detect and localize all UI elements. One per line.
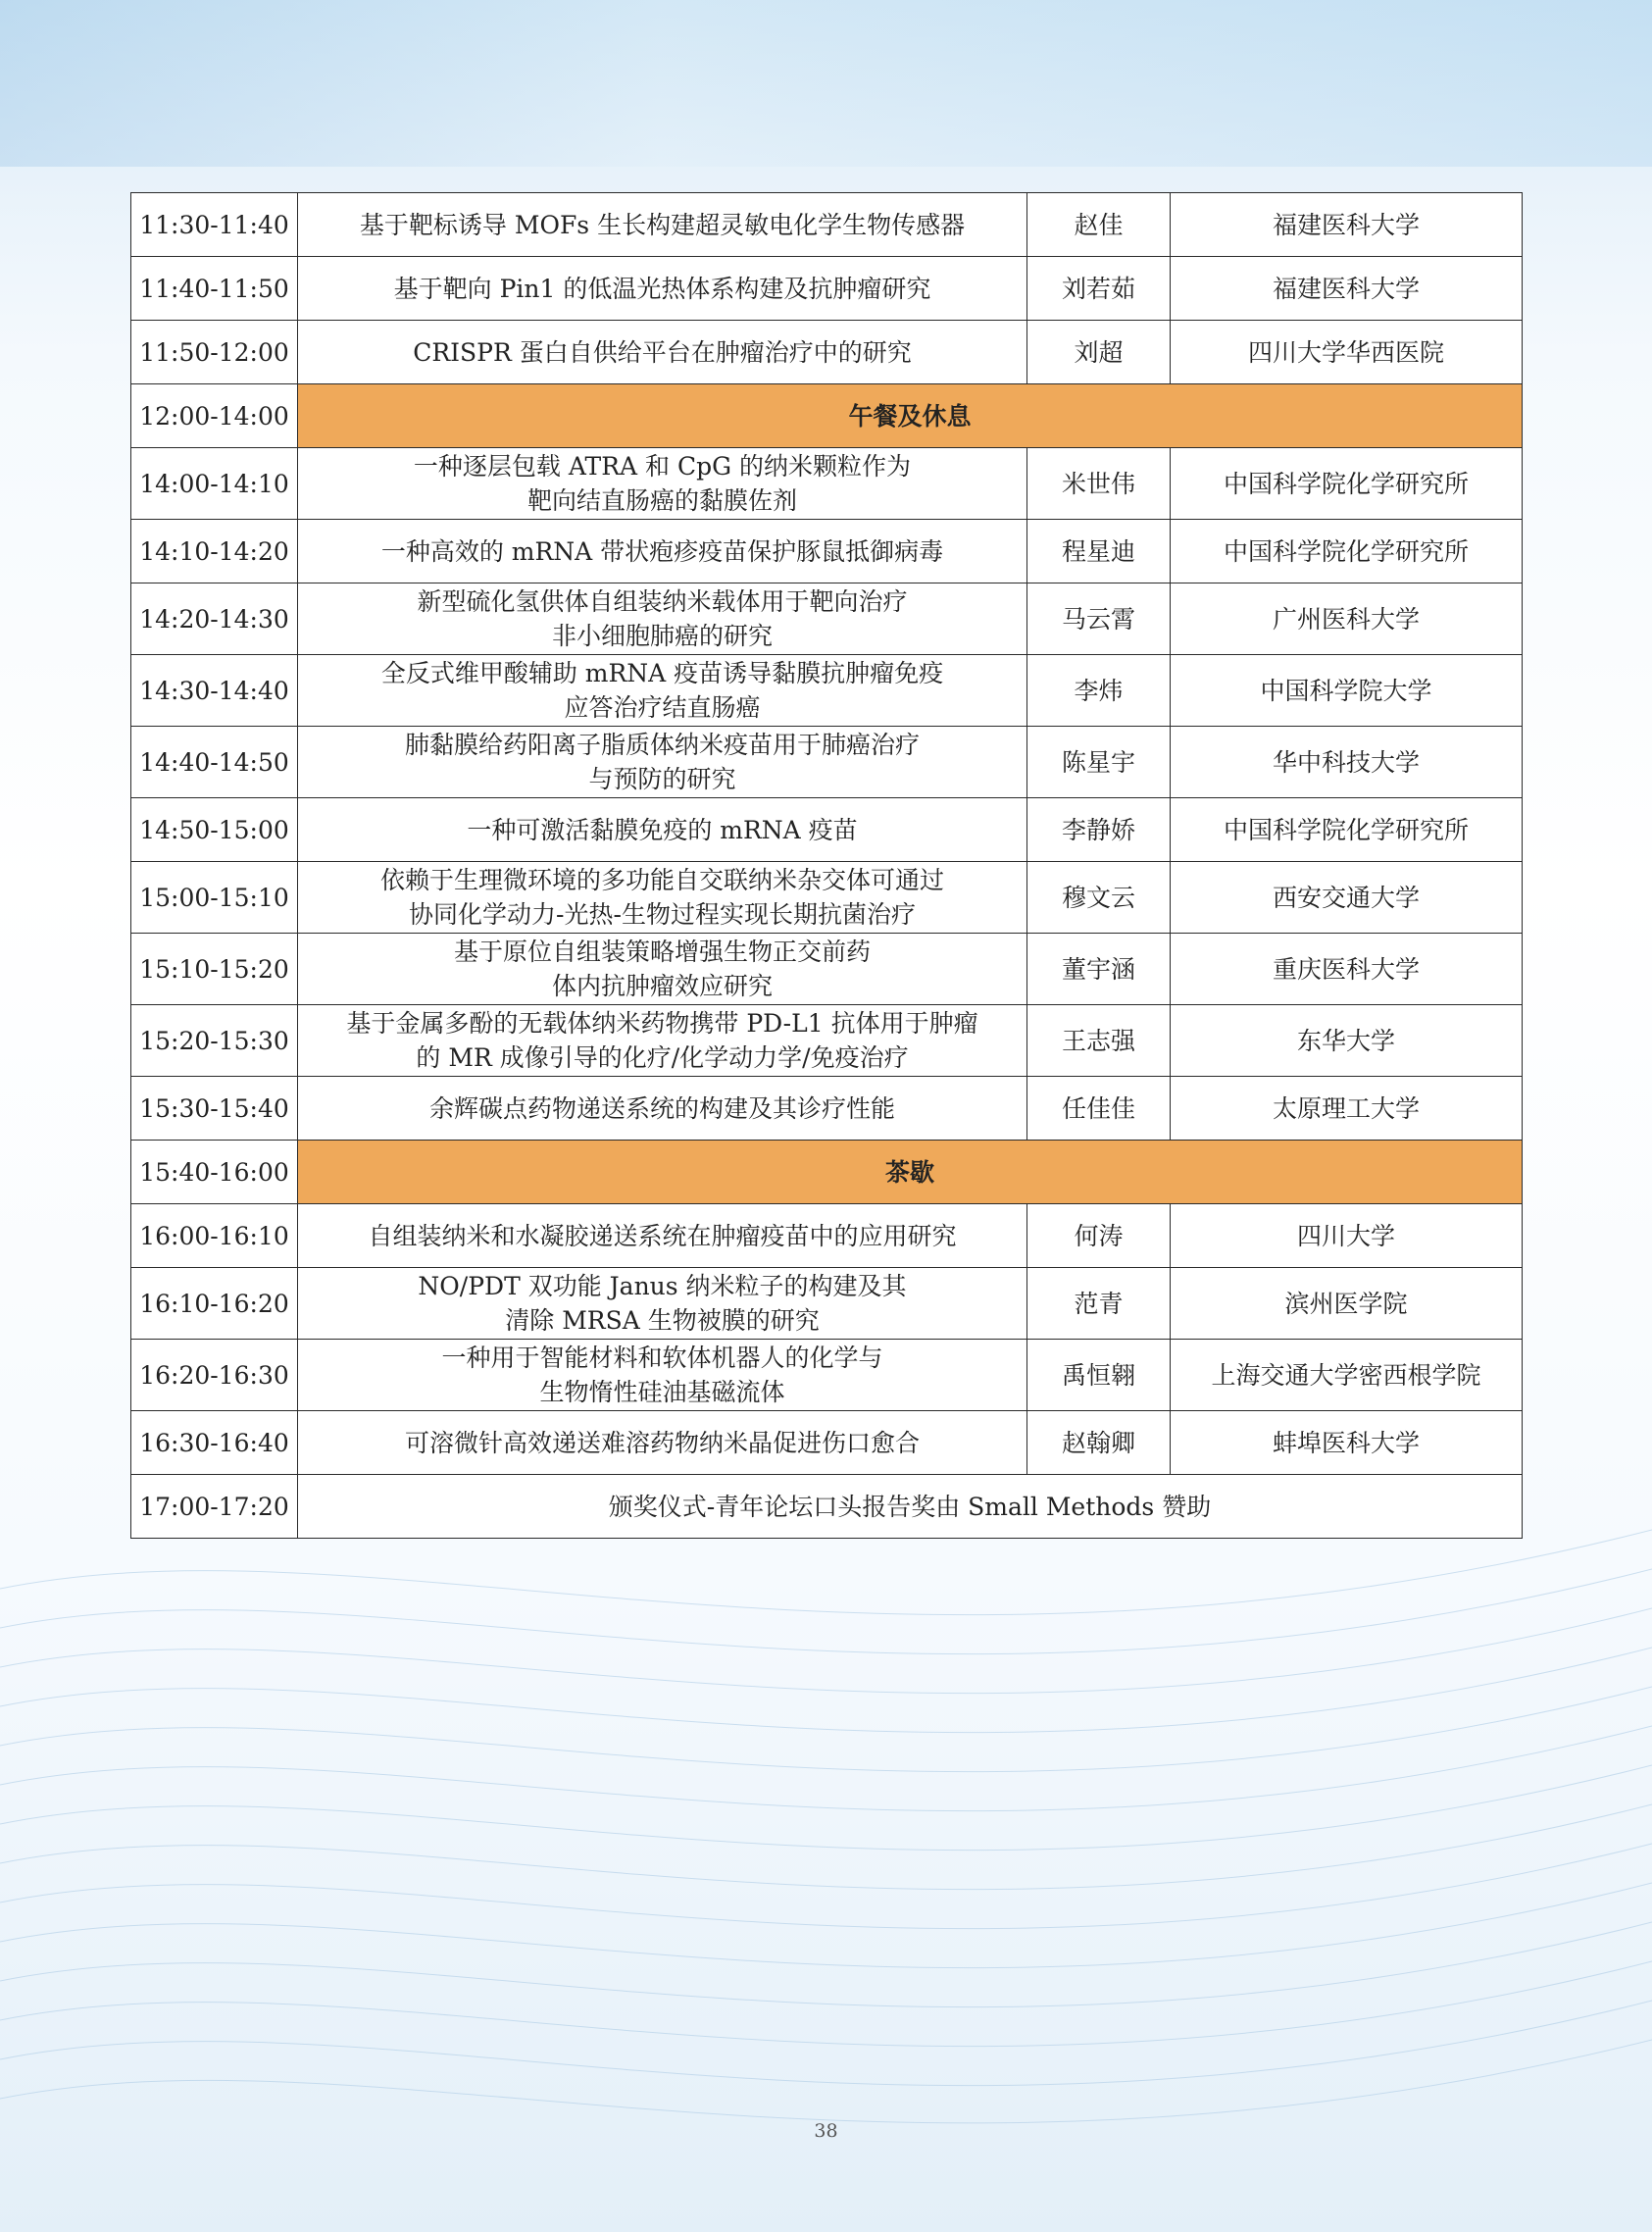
break-row [131,384,1523,448]
affiliation-cell: 西安交通大学 [1171,862,1523,934]
speaker-cell: 禹恒翱 [1027,1340,1171,1411]
time-cell: 17:00-17:20 [131,1475,298,1539]
talk-title-cell [298,193,1027,257]
talk-title-cell [298,655,1027,727]
talk-title-cell [298,1340,1027,1411]
talk-title-line: 新型硫化氢供体自组装纳米载体用于靶向治疗 [417,587,908,616]
talk-title-cell [298,798,1027,862]
talk-title-line: 清除 MRSA 生物被膜的研究 [505,1306,820,1335]
affiliation-cell: 四川大学华西医院 [1171,321,1523,384]
talk-title-cell [298,520,1027,583]
speaker-cell: 王志强 [1027,1005,1171,1077]
speaker-cell: 刘超 [1027,321,1171,384]
talk-title-cell [298,862,1027,934]
affiliation-cell: 太原理工大学 [1171,1077,1523,1141]
table-row [131,862,1523,934]
time-cell: 15:00-15:10 [131,862,298,934]
table-row [131,321,1523,384]
speaker-cell: 任佳佳 [1027,1077,1171,1141]
speaker-cell: 程星迪 [1027,520,1171,583]
talk-title-line: 肺黏膜给药阳离子脂质体纳米疫苗用于肺癌治疗 [404,731,920,759]
table-row [131,193,1523,257]
speaker-cell: 刘若茹 [1027,257,1171,321]
talk-title-cell [298,1077,1027,1141]
wave-lines-decoration [0,1471,1652,2232]
talk-title-line: 自组装纳米和水凝胶递送系统在肿瘤疫苗中的应用研究 [368,1221,957,1250]
talk-title-line: 基于靶标诱导 MOFs 生长构建超灵敏电化学生物传感器 [359,210,966,239]
header-background [0,0,1652,167]
talk-title-cell [298,1204,1027,1268]
affiliation-cell: 重庆医科大学 [1171,934,1523,1005]
affiliation-cell: 四川大学 [1171,1204,1523,1268]
table-row [131,1005,1523,1077]
talk-title-line: 的 MR 成像引导的化疗/化学动力学/免疫治疗 [416,1043,909,1072]
time-cell: 14:10-14:20 [131,520,298,583]
talk-title-cell [298,257,1027,321]
table-row [131,520,1523,583]
talk-title-line: 基于原位自组装策略增强生物正交前药 [453,938,871,966]
time-cell: 14:40-14:50 [131,727,298,798]
table-row [131,448,1523,520]
table-row [131,1340,1523,1411]
talk-title-line: 一种逐层包载 ATRA 和 CpG 的纳米颗粒作为 [413,452,912,481]
talk-title-cell [298,448,1027,520]
speaker-cell: 陈星宇 [1027,727,1171,798]
talk-title-line: 基于靶向 Pin1 的低温光热体系构建及抗肿瘤研究 [393,274,931,303]
time-cell: 15:30-15:40 [131,1077,298,1141]
talk-title-line: 一种可激活黏膜免疫的 mRNA 疫苗 [467,815,858,844]
table-row [131,798,1523,862]
talk-title-line: NO/PDT 双功能 Janus 纳米粒子的构建及其 [418,1272,907,1300]
talk-title-line: 非小细胞肺癌的研究 [551,622,773,650]
affiliation-cell: 中国科学院大学 [1171,655,1523,727]
speaker-cell: 李炜 [1027,655,1171,727]
time-cell: 11:30-11:40 [131,193,298,257]
speaker-cell: 穆文云 [1027,862,1171,934]
speaker-cell: 赵佳 [1027,193,1171,257]
talk-title-cell [298,1411,1027,1475]
talk-title-cell [298,321,1027,384]
talk-title-line: 体内抗肿瘤效应研究 [551,972,773,1000]
affiliation-cell: 华中科技大学 [1171,727,1523,798]
break-banner: 午餐及休息 [298,384,1523,448]
speaker-cell: 李静娇 [1027,798,1171,862]
time-cell: 11:50-12:00 [131,321,298,384]
talk-title-line: 全反式维甲酸辅助 mRNA 疫苗诱导黏膜抗肿瘤免疫 [380,659,944,687]
table-row [131,257,1523,321]
table-row [131,1411,1523,1475]
speaker-cell: 董宇涵 [1027,934,1171,1005]
talk-title-cell [298,934,1027,1005]
affiliation-cell: 中国科学院化学研究所 [1171,448,1523,520]
affiliation-cell: 上海交通大学密西根学院 [1171,1340,1523,1411]
talk-title-cell [298,1268,1027,1340]
time-cell: 16:10-16:20 [131,1268,298,1340]
affiliation-cell: 广州医科大学 [1171,583,1523,655]
time-cell: 16:20-16:30 [131,1340,298,1411]
schedule-table [130,192,1523,1539]
talk-title-line: 一种用于智能材料和软体机器人的化学与 [441,1344,883,1372]
talk-title-cell [298,727,1027,798]
speaker-cell: 马云霄 [1027,583,1171,655]
talk-title-line: 依赖于生理微环境的多功能自交联纳米杂交体可通过 [379,866,944,894]
time-cell: 16:00-16:10 [131,1204,298,1268]
table-row [131,934,1523,1005]
time-cell: 15:10-15:20 [131,934,298,1005]
talk-title-line: 可溶微针高效递送难溶药物纳米晶促进伤口愈合 [404,1428,920,1457]
table-row [131,1204,1523,1268]
talk-title-cell [298,1005,1027,1077]
speaker-cell: 范青 [1027,1268,1171,1340]
time-cell: 14:30-14:40 [131,655,298,727]
page-number: 38 [814,2120,838,2142]
table-row [131,655,1523,727]
table-row [131,727,1523,798]
time-cell: 16:30-16:40 [131,1411,298,1475]
affiliation-cell: 中国科学院化学研究所 [1171,520,1523,583]
talk-title-line: 一种高效的 mRNA 带状疱疹疫苗保护豚鼠抵御病毒 [380,536,944,566]
talk-title-line: 靶向结直肠癌的黏膜佐剂 [526,486,797,515]
affiliation-cell: 滨州医学院 [1171,1268,1523,1340]
affiliation-cell: 东华大学 [1171,1005,1523,1077]
time-cell: 15:20-15:30 [131,1005,298,1077]
break-row [131,1141,1523,1204]
time-cell: 15:40-16:00 [131,1141,298,1204]
talk-title-line: 余辉碳点药物递送系统的构建及其诊疗性能 [428,1093,895,1123]
time-cell: 12:00-14:00 [131,384,298,448]
affiliation-cell: 福建医科大学 [1171,257,1523,321]
speaker-cell: 何涛 [1027,1204,1171,1268]
talk-title-cell [298,583,1027,655]
talk-title-line: 与预防的研究 [588,765,736,793]
affiliation-cell: 中国科学院化学研究所 [1171,798,1523,862]
time-cell: 14:50-15:00 [131,798,298,862]
time-cell: 14:00-14:10 [131,448,298,520]
talk-title-line: CRISPR 蛋白自供给平台在肿瘤治疗中的研究 [413,337,912,367]
time-cell: 14:20-14:30 [131,583,298,655]
table-row [131,583,1523,655]
time-cell: 11:40-11:50 [131,257,298,321]
speaker-cell: 赵翰卿 [1027,1411,1171,1475]
speaker-cell: 米世伟 [1027,448,1171,520]
talk-title-line: 基于金属多酚的无载体纳米药物携带 PD-L1 抗体用于肿瘤 [346,1009,978,1038]
table-row [131,1268,1523,1340]
talk-title-line: 生物惰性硅油基磁流体 [539,1378,785,1406]
affiliation-cell: 蚌埠医科大学 [1171,1411,1523,1475]
table-row [131,1475,1523,1539]
table-row [131,1077,1523,1141]
affiliation-cell: 福建医科大学 [1171,193,1523,257]
ceremony-cell: 颁奖仪式-青年论坛口头报告奖由 Small Methods 赞助 [298,1475,1523,1539]
talk-title-line: 协同化学动力-光热-生物过程实现长期抗菌治疗 [409,900,916,929]
break-banner: 茶歇 [298,1141,1523,1204]
talk-title-line: 应答治疗结直肠癌 [564,693,761,722]
